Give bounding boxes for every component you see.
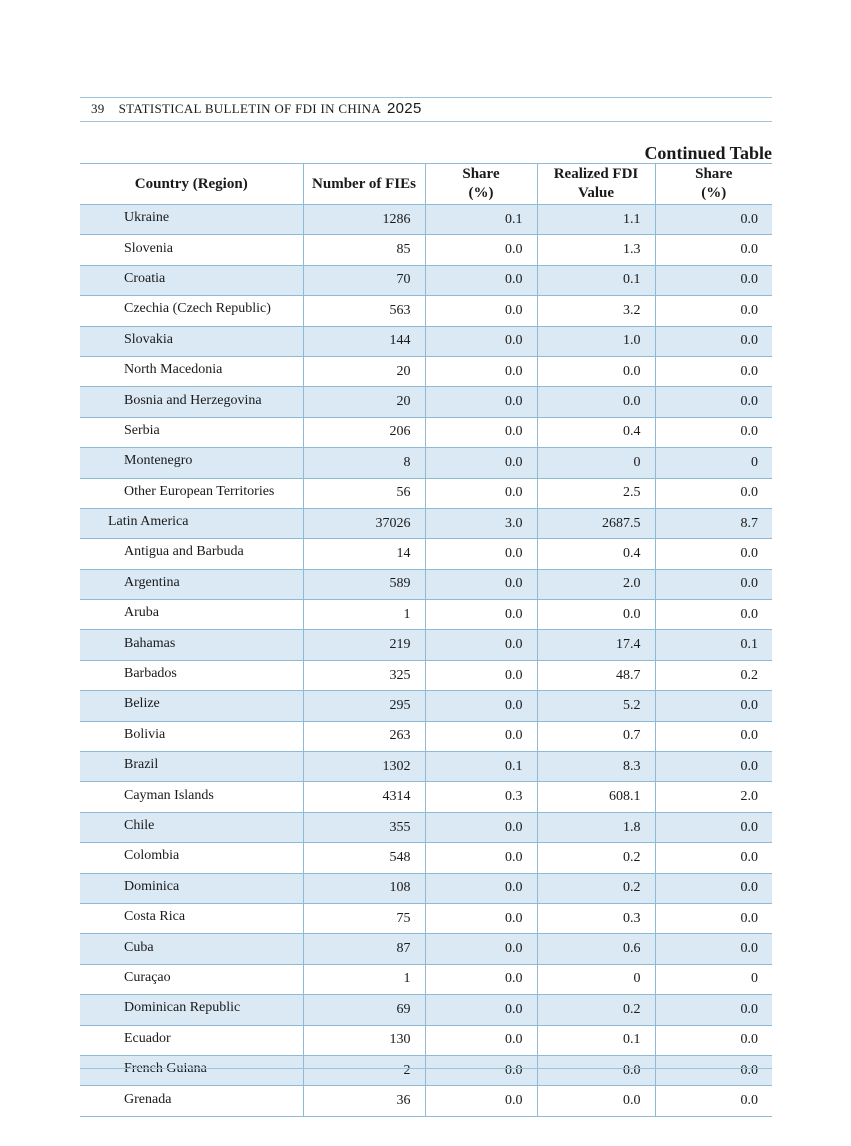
country-cell: Ukraine [80, 205, 303, 235]
fdi-value-cell: 1.1 [537, 205, 655, 235]
fies-share-cell: 0.0 [425, 812, 537, 842]
table-row [80, 478, 772, 508]
country-cell: Belize [80, 691, 303, 721]
fies-share-cell: 0.0 [425, 356, 537, 386]
table-row [80, 934, 772, 964]
header-share-fdi: Share (%) [655, 164, 772, 205]
fdi-value-cell: 0.6 [537, 934, 655, 964]
fies-cell: 263 [303, 721, 425, 751]
header-realized-fdi-value: Realized FDI Value [537, 164, 655, 205]
fdi-share-cell: 2.0 [655, 782, 772, 812]
table-row [80, 417, 772, 447]
fies-cell: 144 [303, 326, 425, 356]
country-cell: Colombia [80, 843, 303, 873]
country-cell: Other European Territories [80, 478, 303, 508]
bulletin-year: 2025 [387, 100, 422, 117]
fies-share-cell: 0.0 [425, 873, 537, 903]
fdi-share-cell: 0.0 [655, 903, 772, 933]
country-cell: Argentina [80, 569, 303, 599]
fies-share-cell: 0.0 [425, 265, 537, 295]
fdi-share-cell: 0.2 [655, 660, 772, 690]
fies-share-cell: 0.0 [425, 1025, 537, 1055]
fdi-value-cell: 608.1 [537, 782, 655, 812]
fdi-share-cell: 0.0 [655, 691, 772, 721]
country-cell: Cuba [80, 934, 303, 964]
header-share-fies: Share (%) [425, 164, 537, 205]
fdi-value-cell: 48.7 [537, 660, 655, 690]
table-row [80, 1086, 772, 1116]
fies-share-cell: 0.3 [425, 782, 537, 812]
fies-cell: 1 [303, 964, 425, 994]
fdi-value-cell: 0.1 [537, 265, 655, 295]
country-cell: Dominica [80, 873, 303, 903]
fdi-share-cell: 0.0 [655, 1086, 772, 1116]
fdi-share-cell: 0.0 [655, 843, 772, 873]
fies-share-cell: 0.0 [425, 448, 537, 478]
fdi-value-cell: 0.0 [537, 1086, 655, 1116]
fdi-value-cell: 0.0 [537, 387, 655, 417]
fies-cell: 69 [303, 995, 425, 1025]
table-row [80, 265, 772, 295]
fdi-share-cell: 0.0 [655, 752, 772, 782]
table-row [80, 326, 772, 356]
fdi-value-cell: 0.2 [537, 873, 655, 903]
table-row [80, 539, 772, 569]
fdi-value-cell: 2687.5 [537, 508, 655, 538]
table-row [80, 387, 772, 417]
header-rule-top [80, 97, 772, 98]
table-row [80, 600, 772, 630]
fdi-share-cell: 0.0 [655, 539, 772, 569]
fdi-share-cell: 0.0 [655, 417, 772, 447]
header-country: Country (Region) [80, 164, 303, 205]
fies-cell: 20 [303, 356, 425, 386]
fies-share-cell: 0.0 [425, 691, 537, 721]
fies-cell: 325 [303, 660, 425, 690]
fies-share-cell: 0.0 [425, 478, 537, 508]
fies-cell: 1 [303, 600, 425, 630]
fdi-share-cell: 0.0 [655, 934, 772, 964]
table-header-row [80, 164, 772, 205]
fdi-share-cell: 0.0 [655, 812, 772, 842]
fdi-share-cell: 0.0 [655, 265, 772, 295]
header-number-of-fies: Number of FIEs [303, 164, 425, 205]
fdi-value-cell: 0.2 [537, 995, 655, 1025]
fdi-share-cell: 0.0 [655, 296, 772, 326]
page-number: 39 [91, 101, 105, 116]
fdi-share-cell: 0.0 [655, 235, 772, 265]
country-cell: Slovenia [80, 235, 303, 265]
fdi-value-cell: 5.2 [537, 691, 655, 721]
fdi-value-cell: 0.7 [537, 721, 655, 751]
table-row [80, 448, 772, 478]
table-row [80, 691, 772, 721]
table-row [80, 752, 772, 782]
fies-cell: 37026 [303, 508, 425, 538]
fdi-value-cell: 0 [537, 964, 655, 994]
country-cell: Dominican Republic [80, 995, 303, 1025]
table-row [80, 660, 772, 690]
fies-share-cell: 0.0 [425, 387, 537, 417]
fdi-share-cell: 0.0 [655, 205, 772, 235]
fies-cell: 2 [303, 1055, 425, 1085]
table-body [80, 205, 772, 1117]
country-cell: French Guiana [80, 1055, 303, 1085]
fdi-value-cell: 0.0 [537, 1055, 655, 1085]
table-row [80, 235, 772, 265]
fdi-share-cell: 0.0 [655, 995, 772, 1025]
table-row [80, 569, 772, 599]
fies-share-cell: 0.0 [425, 539, 537, 569]
fies-cell: 20 [303, 387, 425, 417]
fdi-value-cell: 17.4 [537, 630, 655, 660]
fdi-value-cell: 1.3 [537, 235, 655, 265]
fies-share-cell: 0.0 [425, 934, 537, 964]
country-cell: Croatia [80, 265, 303, 295]
country-cell: Serbia [80, 417, 303, 447]
table-row [80, 721, 772, 751]
fies-cell: 563 [303, 296, 425, 326]
fies-cell: 108 [303, 873, 425, 903]
table-row [80, 508, 772, 538]
fdi-share-cell: 0.0 [655, 1025, 772, 1055]
fdi-share-cell: 0.0 [655, 356, 772, 386]
fies-share-cell: 0.0 [425, 600, 537, 630]
country-cell: Slovakia [80, 326, 303, 356]
country-cell: Bosnia and Herzegovina [80, 387, 303, 417]
fdi-share-cell: 0 [655, 448, 772, 478]
table-row [80, 843, 772, 873]
country-cell: Bahamas [80, 630, 303, 660]
fdi-value-cell: 0.4 [537, 417, 655, 447]
fies-cell: 70 [303, 265, 425, 295]
fdi-share-cell: 0.0 [655, 478, 772, 508]
fdi-value-cell: 2.0 [537, 569, 655, 599]
country-cell: Chile [80, 812, 303, 842]
fdi-value-cell: 0.0 [537, 356, 655, 386]
fdi-value-cell: 0.1 [537, 1025, 655, 1055]
fies-cell: 8 [303, 448, 425, 478]
country-cell: Brazil [80, 752, 303, 782]
fdi-share-cell: 0.0 [655, 326, 772, 356]
header-rule-bottom [80, 121, 772, 122]
country-cell: Grenada [80, 1086, 303, 1116]
fies-cell: 130 [303, 1025, 425, 1055]
table-row [80, 356, 772, 386]
running-head [91, 100, 422, 117]
fies-cell: 4314 [303, 782, 425, 812]
fies-share-cell: 0.0 [425, 843, 537, 873]
fies-cell: 36 [303, 1086, 425, 1116]
fies-cell: 87 [303, 934, 425, 964]
fdi-share-cell: 0.0 [655, 387, 772, 417]
country-cell: Czechia (Czech Republic) [80, 296, 303, 326]
table-row [80, 964, 772, 994]
bulletin-title: STATISTICAL BULLETIN OF FDI IN CHINA [118, 101, 382, 116]
table-row [80, 812, 772, 842]
table-row [80, 296, 772, 326]
country-cell: Bolivia [80, 721, 303, 751]
fdi-value-cell: 0.2 [537, 843, 655, 873]
fdi-value-cell: 8.3 [537, 752, 655, 782]
fdi-value-cell: 0.3 [537, 903, 655, 933]
country-cell: Antigua and Barbuda [80, 539, 303, 569]
fies-share-cell: 0.0 [425, 903, 537, 933]
table-row [80, 1055, 772, 1085]
fdi-value-cell: 2.5 [537, 478, 655, 508]
fdi-share-cell: 0 [655, 964, 772, 994]
fies-cell: 219 [303, 630, 425, 660]
fies-cell: 75 [303, 903, 425, 933]
table-row [80, 205, 772, 235]
table-row [80, 630, 772, 660]
fies-share-cell: 0.0 [425, 630, 537, 660]
fies-cell: 1286 [303, 205, 425, 235]
fies-share-cell: 0.0 [425, 235, 537, 265]
fdi-share-cell: 0.0 [655, 569, 772, 599]
fies-share-cell: 0.1 [425, 205, 537, 235]
fies-share-cell: 0.0 [425, 417, 537, 447]
country-cell: Curaçao [80, 964, 303, 994]
fdi-value-cell: 1.0 [537, 326, 655, 356]
fies-share-cell: 0.0 [425, 721, 537, 751]
table-row [80, 1025, 772, 1055]
table-row [80, 903, 772, 933]
fdi-share-cell: 0.0 [655, 721, 772, 751]
fdi-value-cell: 3.2 [537, 296, 655, 326]
fies-share-cell: 3.0 [425, 508, 537, 538]
fies-cell: 355 [303, 812, 425, 842]
footer-rule [80, 1068, 772, 1069]
table-row [80, 995, 772, 1025]
fies-share-cell: 0.0 [425, 569, 537, 599]
fies-share-cell: 0.0 [425, 660, 537, 690]
country-cell: Latin America [80, 508, 303, 538]
continued-table-label: Continued Table [644, 143, 772, 163]
fies-share-cell: 0.0 [425, 995, 537, 1025]
fies-share-cell: 0.0 [425, 296, 537, 326]
fdi-share-cell: 0.1 [655, 630, 772, 660]
fies-cell: 85 [303, 235, 425, 265]
fdi-share-cell: 0.0 [655, 873, 772, 903]
table-row [80, 782, 772, 812]
fies-share-cell: 0.0 [425, 1086, 537, 1116]
fies-cell: 295 [303, 691, 425, 721]
fies-share-cell: 0.0 [425, 326, 537, 356]
fdi-share-cell: 0.0 [655, 1055, 772, 1085]
fdi-value-cell: 0.0 [537, 600, 655, 630]
country-cell: Barbados [80, 660, 303, 690]
country-cell: Montenegro [80, 448, 303, 478]
fies-cell: 548 [303, 843, 425, 873]
country-cell: Cayman Islands [80, 782, 303, 812]
country-cell: Costa Rica [80, 903, 303, 933]
fies-share-cell: 0.0 [425, 1055, 537, 1085]
fdi-share-cell: 8.7 [655, 508, 772, 538]
fies-cell: 1302 [303, 752, 425, 782]
country-cell: North Macedonia [80, 356, 303, 386]
fies-cell: 206 [303, 417, 425, 447]
fies-cell: 589 [303, 569, 425, 599]
fies-share-cell: 0.1 [425, 752, 537, 782]
fies-share-cell: 0.0 [425, 964, 537, 994]
fdi-table [80, 163, 772, 1117]
country-cell: Aruba [80, 600, 303, 630]
fies-cell: 56 [303, 478, 425, 508]
fdi-value-cell: 0.4 [537, 539, 655, 569]
fies-cell: 14 [303, 539, 425, 569]
fdi-value-cell: 1.8 [537, 812, 655, 842]
fdi-value-cell: 0 [537, 448, 655, 478]
table-row [80, 873, 772, 903]
country-cell: Ecuador [80, 1025, 303, 1055]
fdi-share-cell: 0.0 [655, 600, 772, 630]
